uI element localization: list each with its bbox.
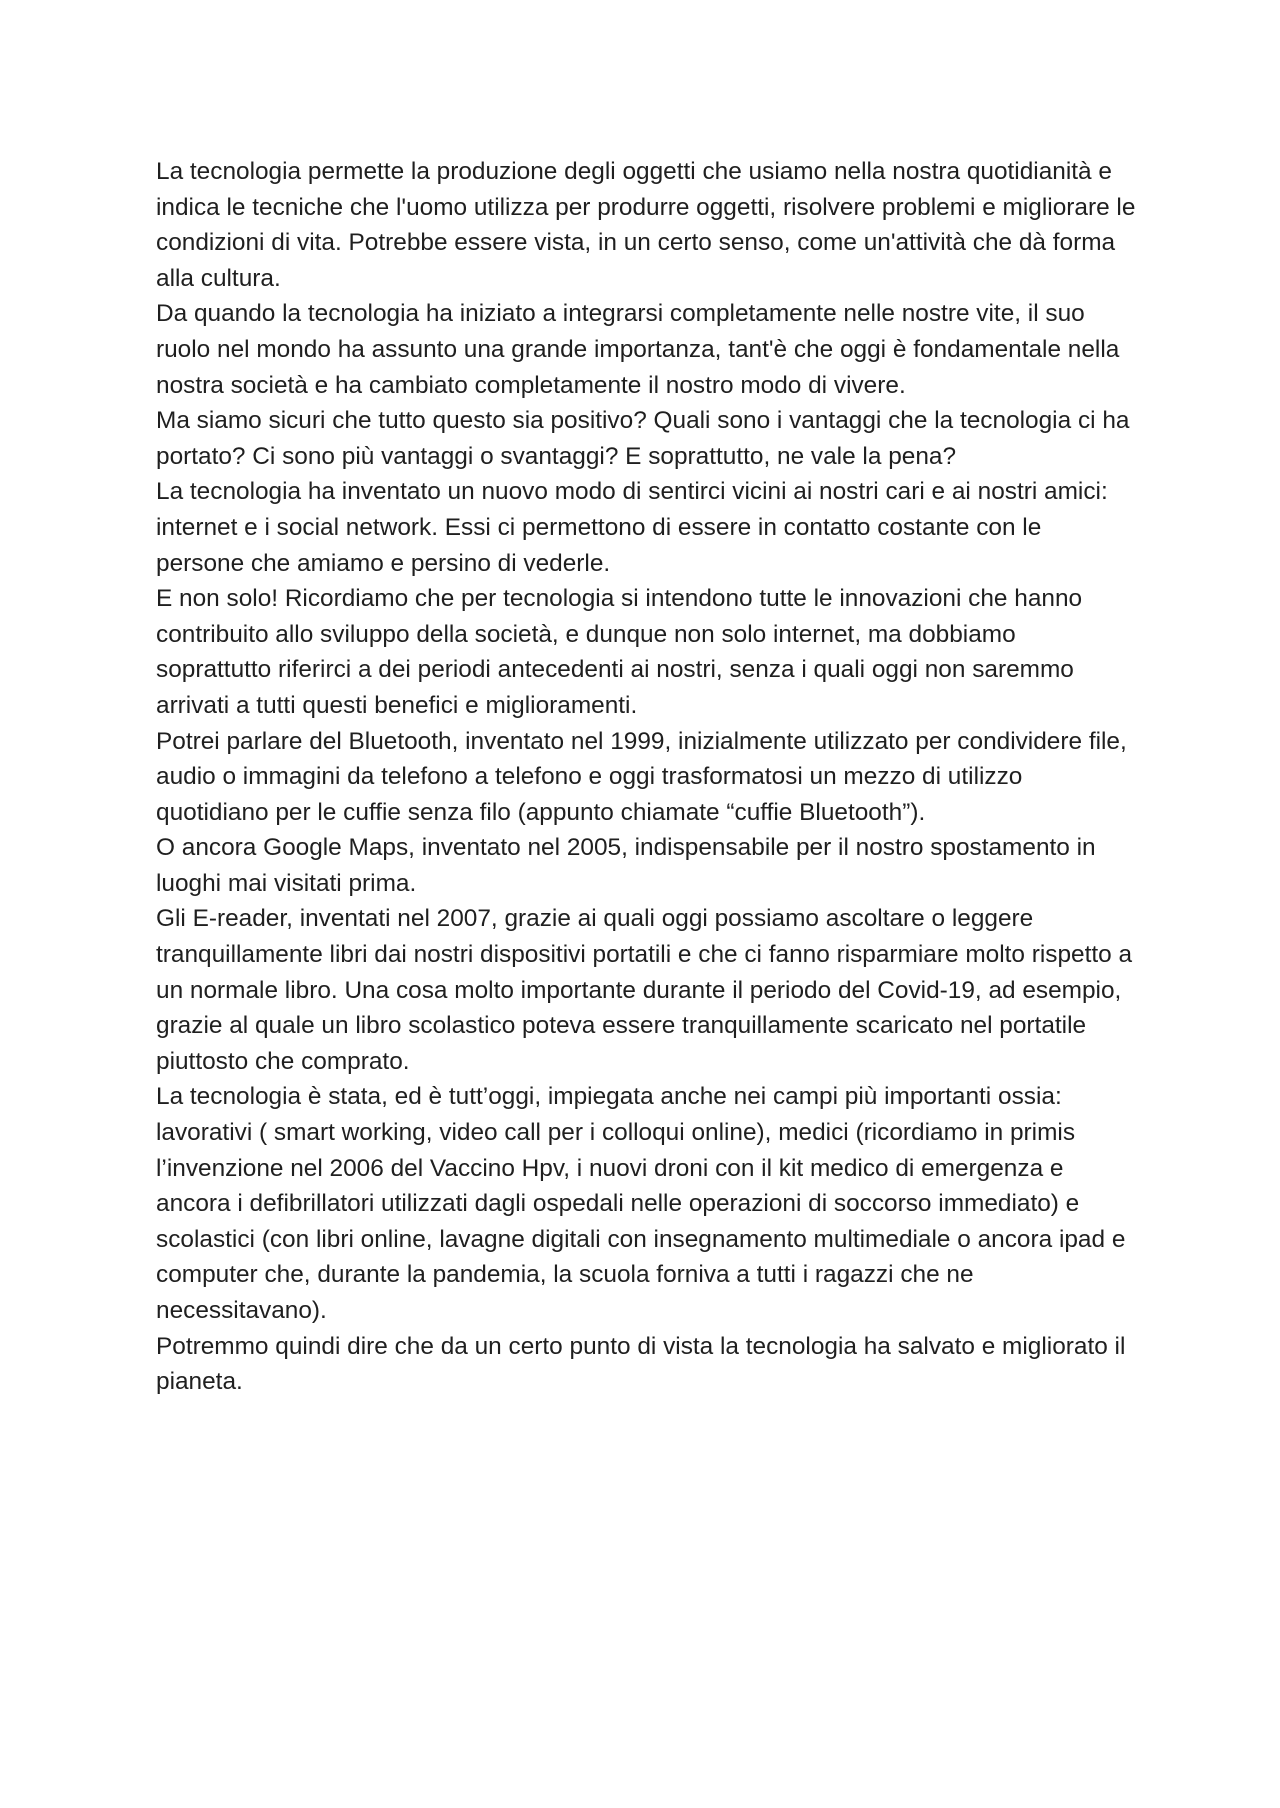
- paragraph: La tecnologia permette la produzione degli oggetti che usiamo nella nostra quotidianità e indica le tecniche che l'uomo utilizza per produrre oggetti, risolvere problemi e migliorare le condizioni di vita. Potrebbe essere vista, in un certo senso, come un'attività che dà forma alla cultura.: [156, 158, 1136, 292]
- paragraph: La tecnologia ha inventato un nuovo modo di sentirci vicini ai nostri cari e ai nostri amici: internet e i social network. Essi ci permettono di essere in contatto costante con le persone che amiamo e persino di vederle.: [156, 478, 1108, 577]
- paragraph: E non solo! Ricordiamo che per tecnologia si intendono tutte le innovazioni che hanno contribuito allo sviluppo della società, e dunque non solo internet, ma dobbiamo soprattutto riferirci a dei periodi antecedenti ai nostri, senza i quali oggi non saremmo arrivati a tutti questi benefici e miglioramenti.: [156, 585, 1083, 719]
- paragraph: Gli E-reader, inventati nel 2007, grazie ai quali oggi possiamo ascoltare o leggere tranquillamente libri dai nostri dispositivi portatili e che ci fanno risparmiare molto rispetto a un normale libro. Una cosa molto importante durante il periodo del Covid-19, ad esempio, grazie al quale un libro scolastico poteva essere tranquillamente scaricato nel portatile piuttosto che comprato.: [156, 905, 1133, 1075]
- document-body: [156, 154, 1136, 1400]
- paragraph: O ancora Google Maps, inventato nel 2005, indispensabile per il nostro spostamento in luoghi mai visitati prima.: [156, 834, 1096, 897]
- paragraph: Potremmo quindi dire che da un certo punto di vista la tecnologia ha salvato e migliorato il pianeta.: [156, 1332, 1126, 1396]
- paragraph: Ma siamo sicuri che tutto questo sia positivo? Quali sono i vantaggi che la tecnologia ci ha portato? Ci sono più vantaggi o svantaggi? E soprattutto, ne vale la pena?: [156, 407, 1130, 470]
- paragraph: La tecnologia è stata, ed è tutt’oggi, impiegata anche nei campi più importanti ossia: lavorativi ( smart working, video call per i colloqui online), medici (ricordiamo in primis l’invenzione nel 2006 del Vaccino Hpv, i nuovi droni con il kit medico di emergenza e ancora i defibrillatori utilizzati dagli ospedali nelle operazioni di soccorso immediato) e scolastici (con libri online, lavagne digitali con insegnamento multimediale o ancora ipad e computer che, durante la pandemia, la scuola forniva a tutti i ragazzi che ne necessitavano).: [156, 1083, 1126, 1324]
- paragraph: Da quando la tecnologia ha iniziato a integrarsi completamente nelle nostre vite, il suo ruolo nel mondo ha assunto una grande importanza, tant'è che oggi è fondamentale nella nostra società e ha cambiato completamente il nostro modo di vivere.: [156, 300, 1120, 399]
- paragraph: Potrei parlare del Bluetooth, inventato nel 1999, inizialmente utilizzato per condividere file, audio o immagini da telefono a telefono e oggi trasformatosi un mezzo di utilizzo quotidiano per le cuffie senza filo (appunto chiamate “cuffie Bluetooth”).: [156, 727, 1127, 826]
